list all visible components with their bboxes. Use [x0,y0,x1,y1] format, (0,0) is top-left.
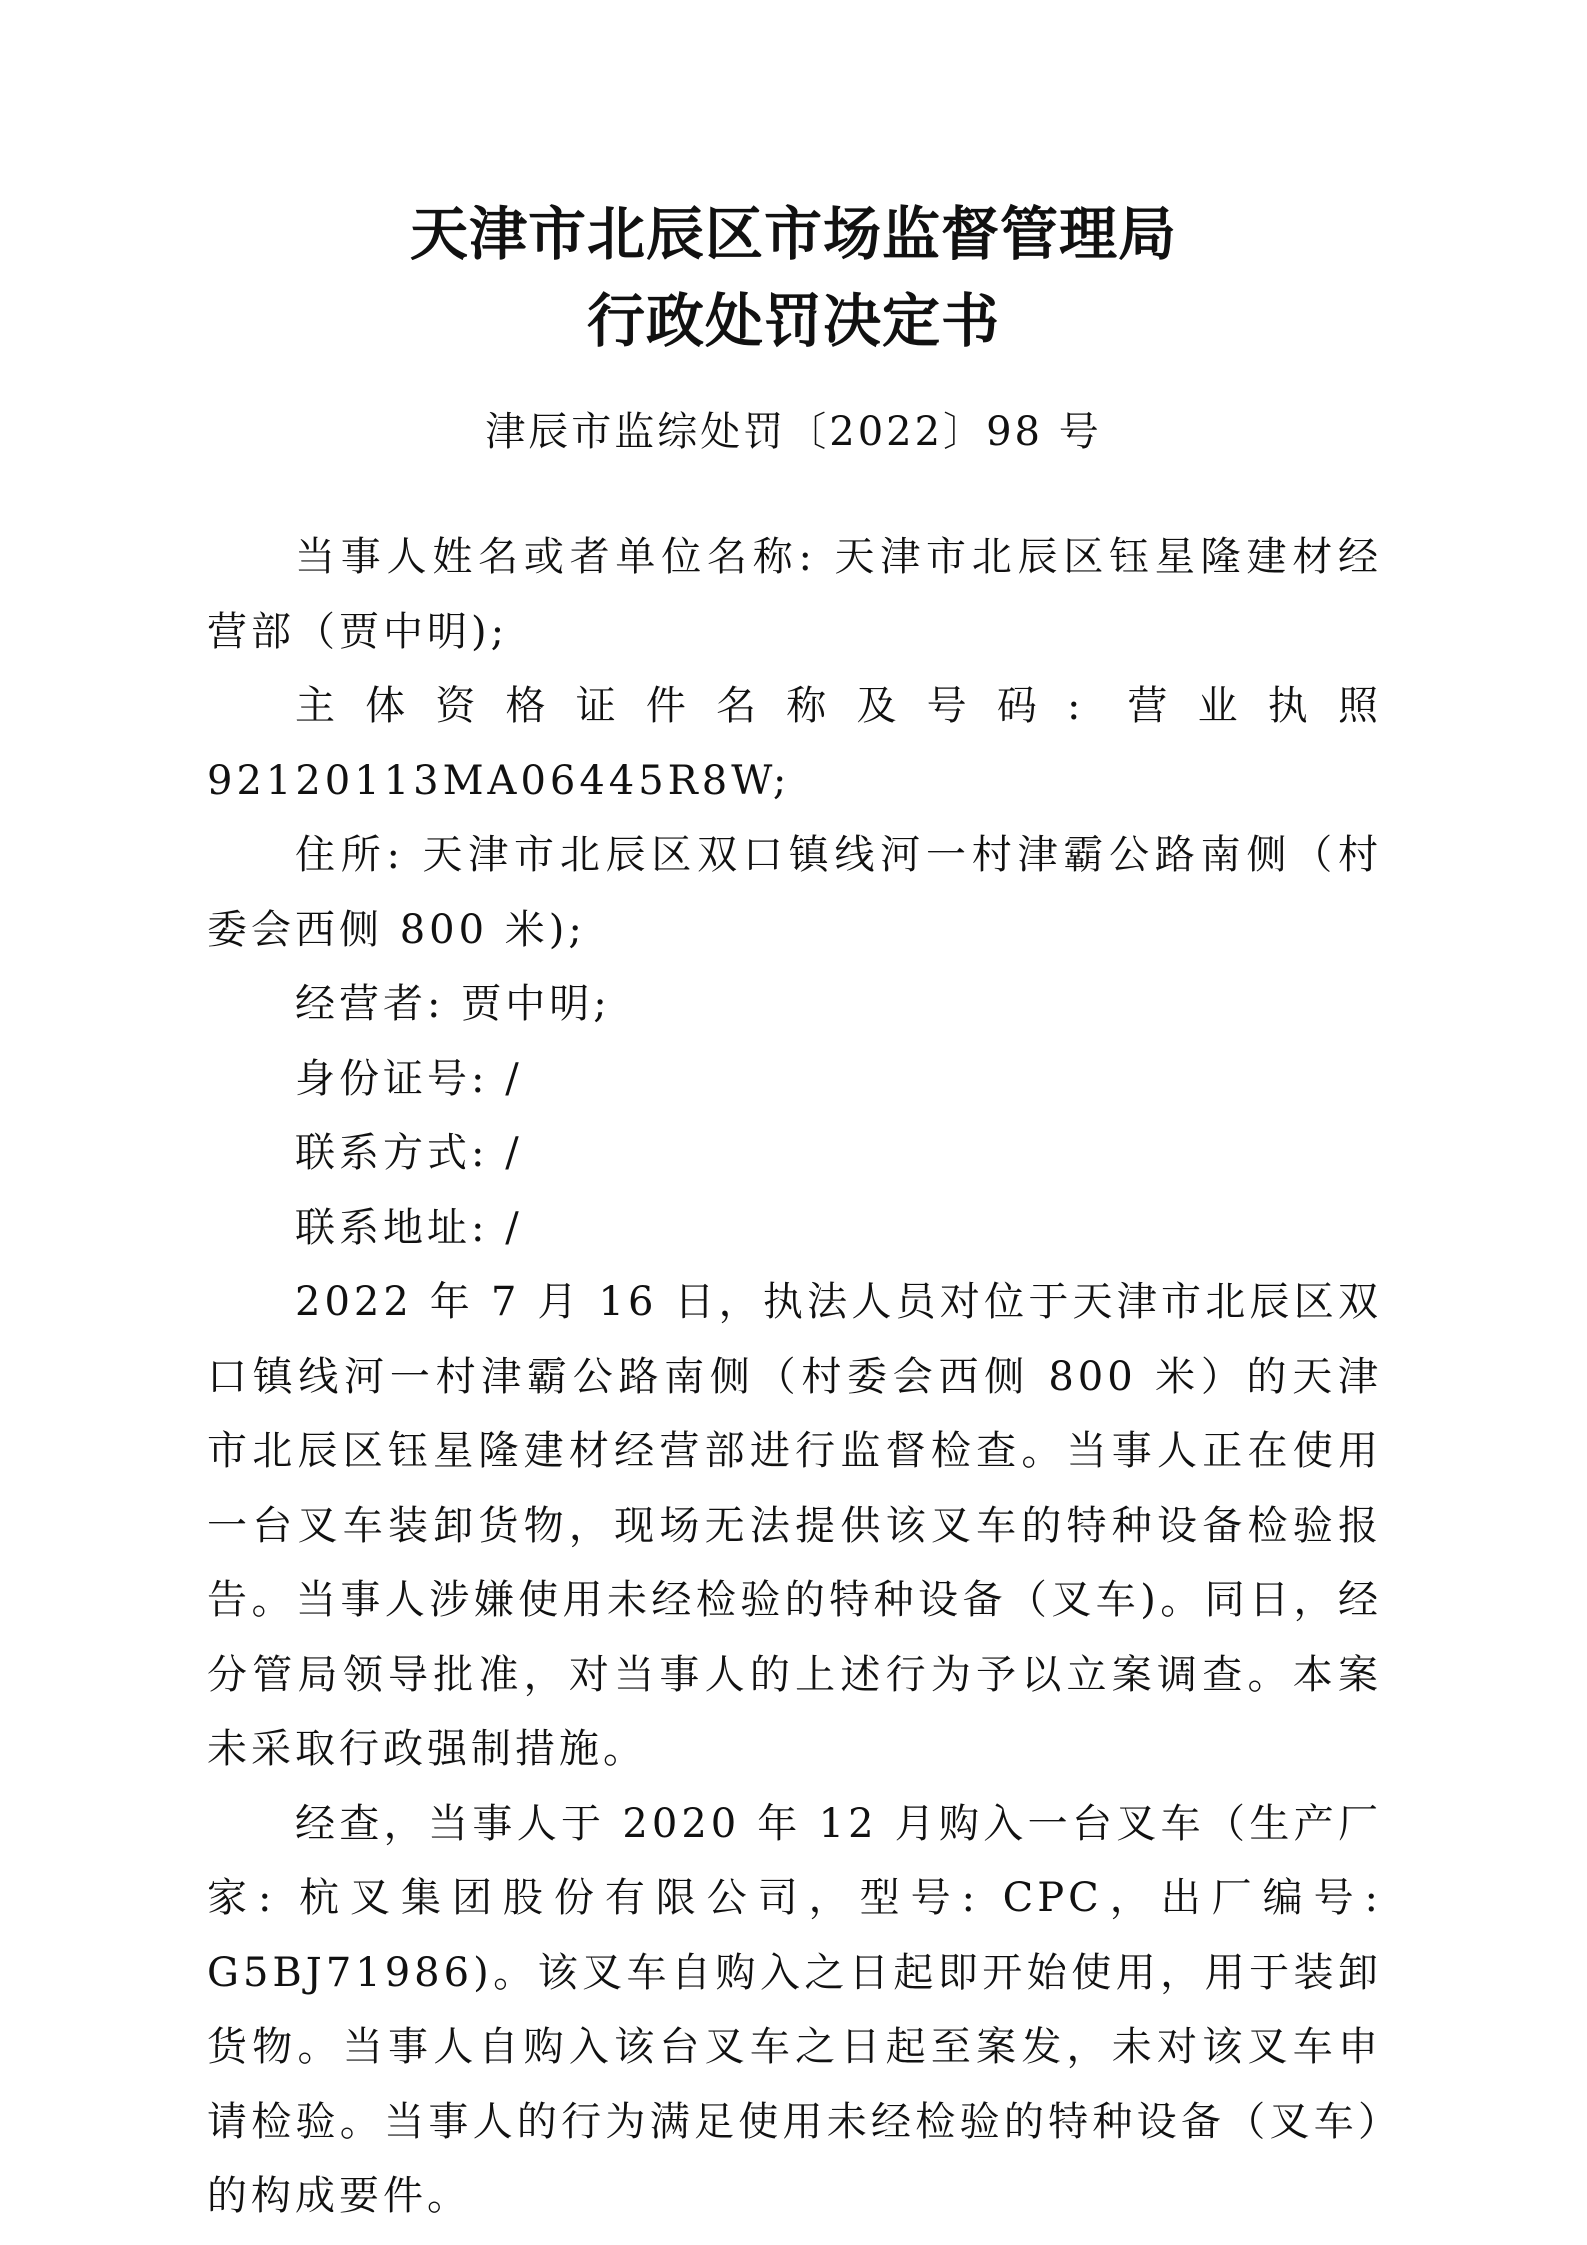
contact-method-paragraph: 联系方式: / [295,1130,523,1176]
contact-address-paragraph: 联系地址: / [295,1204,523,1251]
document-title-line2: 行政处罚决定书 [586,287,1000,355]
document-number: 津辰市监综处罚〔2022〕98 号 [485,409,1102,455]
license-paragraph: 主体资格证件名称及号码: 营业执照 92120113MA06445R8W; [207,683,1382,804]
operator-paragraph: 经营者: 贾中明; [295,981,611,1027]
party-name-paragraph: 当事人姓名或者单位名称: 天津市北辰区钰星隆建材经营部（贾中明); [207,534,1382,655]
address-paragraph: 住所: 天津市北辰区双口镇线河一村津霸公路南侧（村委会西侧 800 米); [207,832,1382,953]
inspection-paragraph: 2022 年 7 月 16 日，执法人员对位于天津市北辰区双口镇线河一村津霸公路南侧（村委会西侧 800 米）的天津市北辰区钰星隆建材经营部进行监督检查。当事人正在使用一台叉车装卸货物，现场无法提供该叉车的特种设备检验报告。当事人涉嫌使用未经检验的特种设备（叉车)。同日，经分管局领导批准，对当事人的上述行为予以立案调查。本案未采取行政强制措施。 [207,1279,1382,1772]
document-body [207,520,1382,2234]
findings-paragraph: 经查，当事人于 2020 年 12 月购入一台叉车（生产厂家: 杭叉集团股份有限公司，型号: CPC，出厂编号: G5BJ71986)。该叉车自购入之日起即开始使用，用于装卸货物。当事人自购入该台叉车之日起至案发，未对该叉车申请检验。当事人的行为满足使用未经检验的特种设备（叉车）的构成要件。 [207,1800,1382,2219]
document-title-line1: 天津市北辰区市场监督管理局 [409,200,1177,268]
id-number-paragraph: 身份证号: / [295,1055,523,1102]
